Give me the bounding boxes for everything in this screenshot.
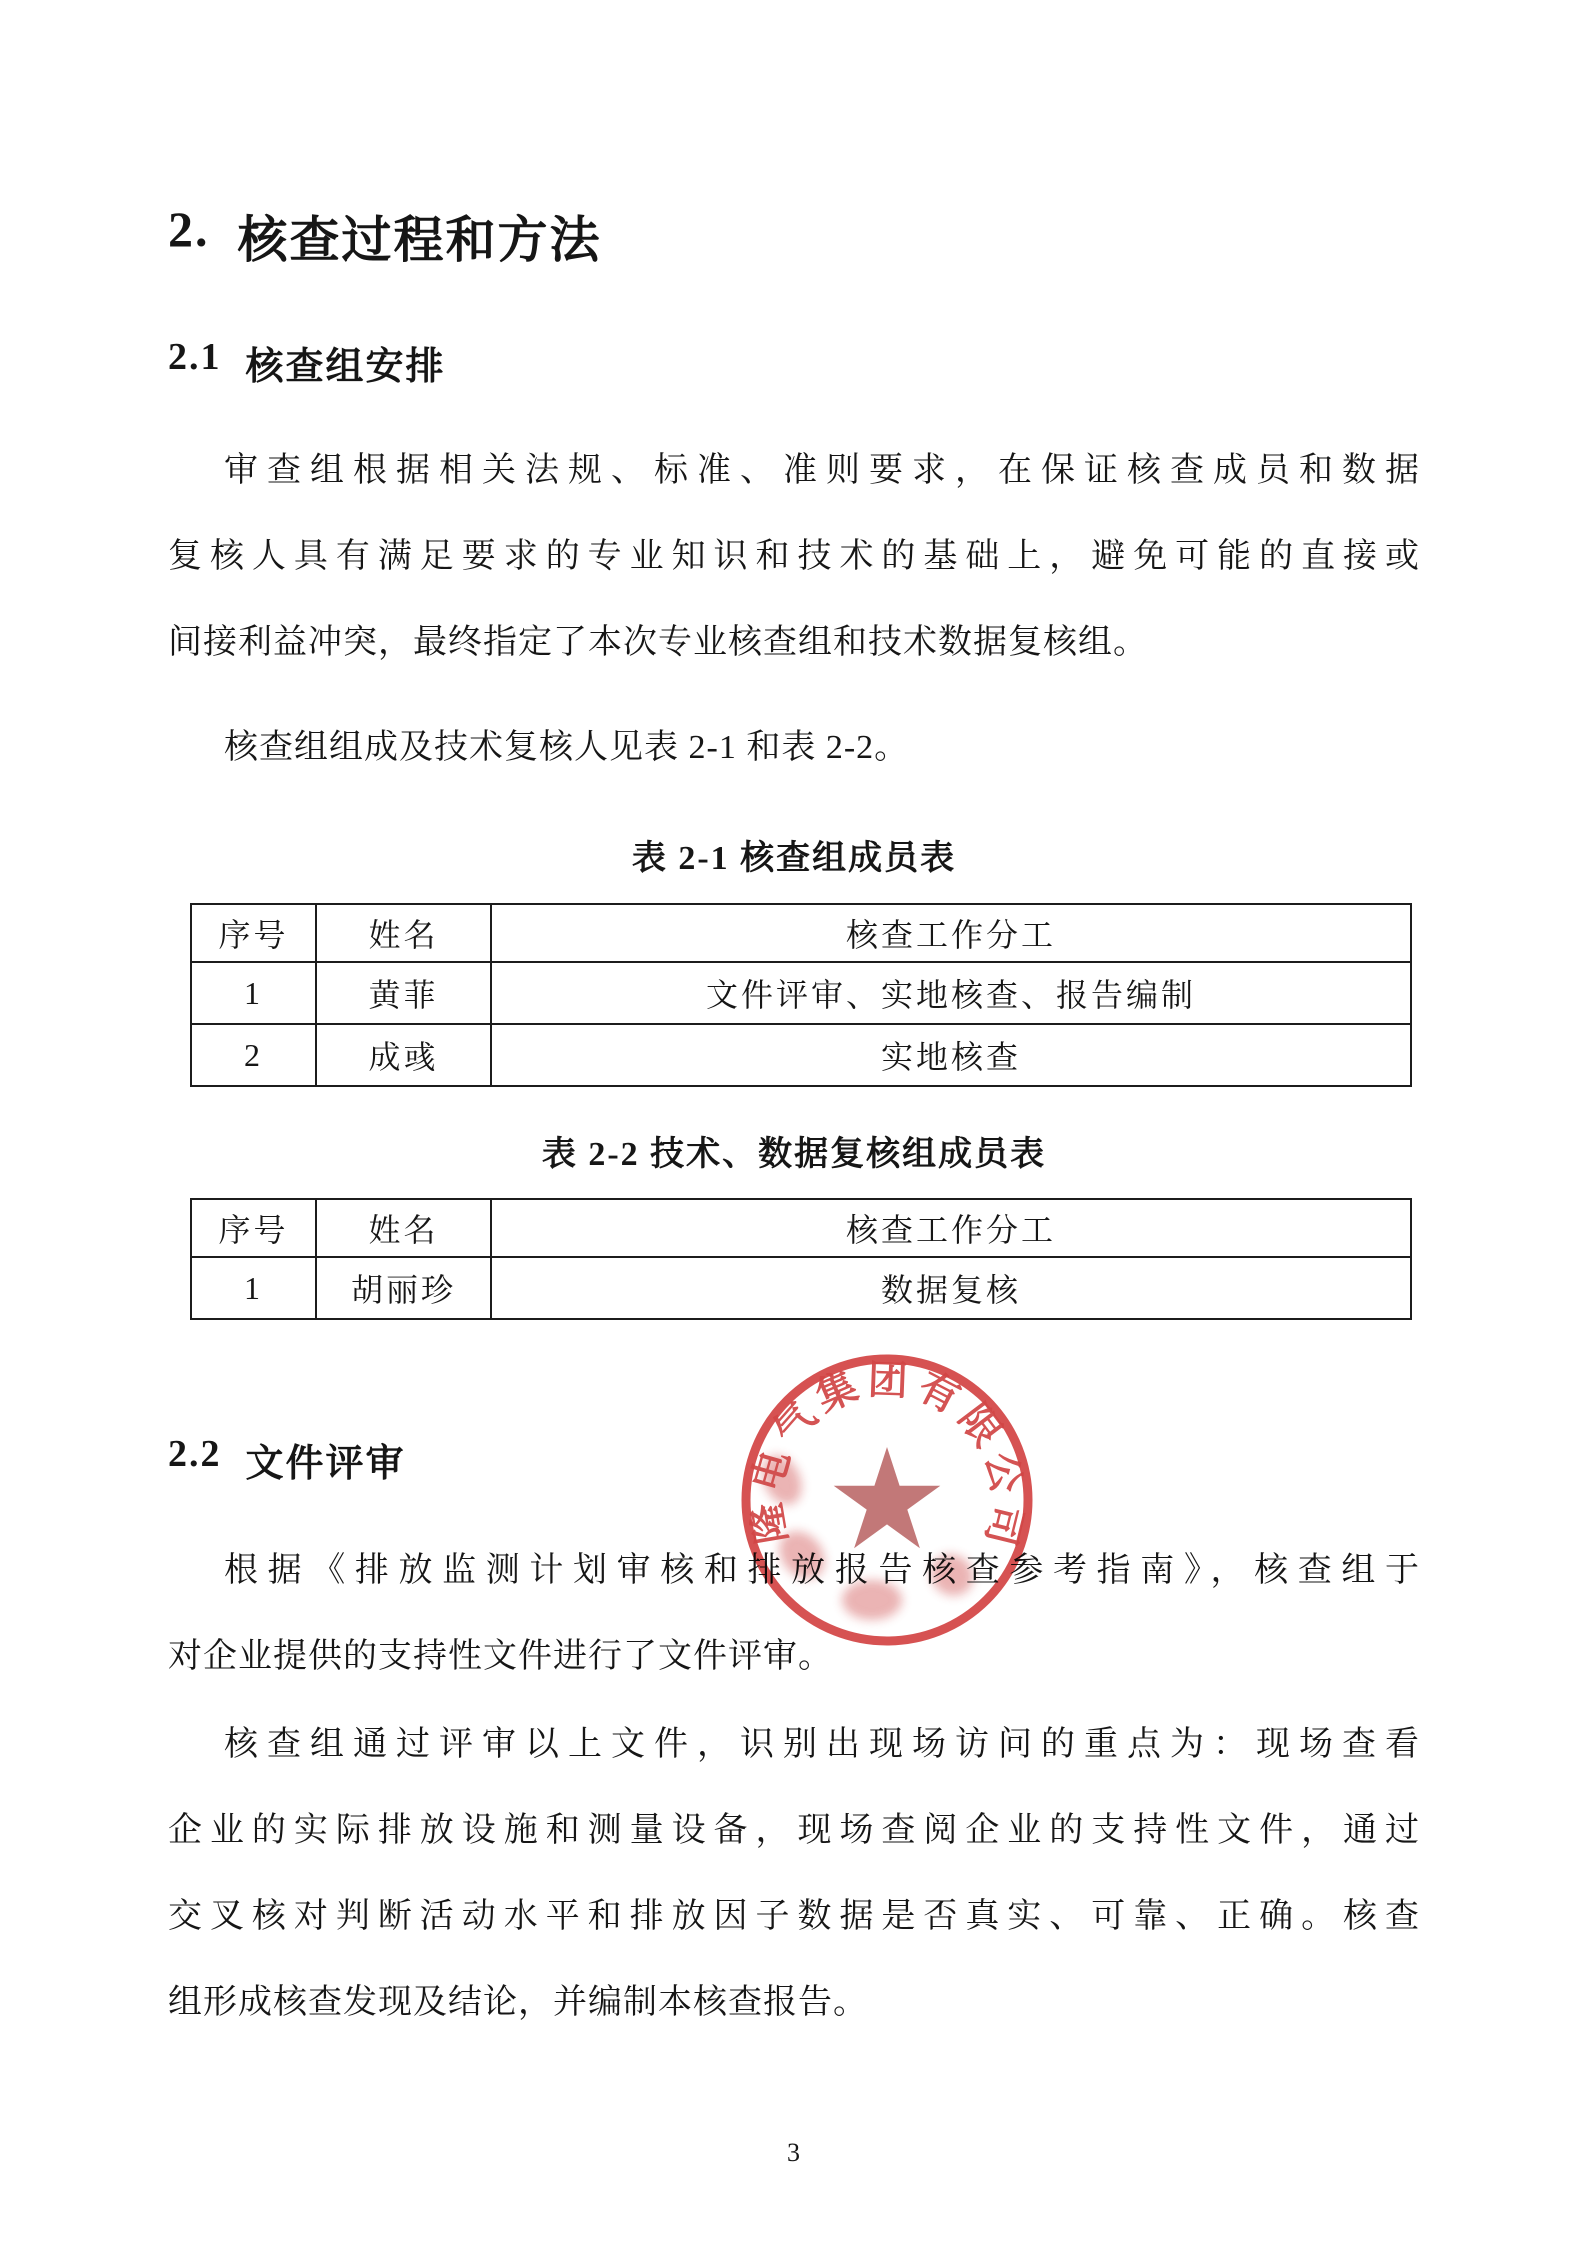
heading-text: 核查过程和方法	[237, 212, 602, 268]
cell-index: 2	[191, 1024, 316, 1086]
paragraph-line: 核查组组成及技术复核人见表 2-1 和表 2-2。	[224, 729, 910, 766]
paragraph-line: 审查组根据相关法规、标准、准则要求，在保证核查成员和数据	[224, 452, 1420, 489]
paragraph-line: 企业的实际排放设施和测量设备，现场查阅企业的支持性文件，通过	[168, 1812, 1420, 1849]
section-2-1-title	[168, 335, 1420, 390]
paragraph-line: 对企业提供的支持性文件进行了文件评审。	[168, 1638, 833, 1675]
page-number: 3	[787, 2138, 800, 2167]
paragraph-line: 交叉核对判断活动水平和排放因子数据是否真实、可靠、正确。核查	[168, 1898, 1420, 1935]
paragraph-line: 复核人具有满足要求的专业知识和技术的基础上，避免可能的直接或	[168, 538, 1420, 575]
cell-name: 胡丽珍	[316, 1257, 491, 1319]
cell-name: 黄菲	[316, 962, 491, 1024]
table-row	[191, 1257, 1411, 1319]
page-title	[168, 200, 1420, 272]
table-header-row	[191, 904, 1411, 962]
paragraph-line: 间接利益冲突，最终指定了本次专业核查组和技术数据复核组。	[168, 624, 1148, 661]
table-row	[191, 962, 1411, 1024]
table-row	[191, 1024, 1411, 1086]
column-header-index: 序号	[191, 904, 316, 962]
cell-duty: 文件评审、实地核查、报告编制	[491, 962, 1411, 1024]
paragraph-review-findings	[168, 1702, 1420, 2046]
paragraph-line: 核查组通过评审以上文件，识别出现场访问的重点为：现场查看	[224, 1726, 1420, 1763]
paragraph-team-arrangement	[168, 428, 1420, 686]
seal-company-name: 隆电气集团有限公司	[743, 1357, 1031, 1557]
paragraph-table-reference	[168, 705, 1420, 791]
cell-index: 1	[191, 962, 316, 1024]
table-2-1-caption: 表 2-1 核查组成员表	[631, 840, 957, 877]
cell-name: 成彧	[316, 1024, 491, 1086]
heading-number: 2.	[168, 201, 210, 257]
cell-duty: 数据复核	[491, 1257, 1411, 1319]
data-review-team-table	[190, 1198, 1412, 1320]
column-header-name: 姓名	[316, 904, 491, 962]
cell-index: 1	[191, 1257, 316, 1319]
paragraph-line: 组形成核查发现及结论，并编制本核查报告。	[168, 1984, 868, 2021]
paragraph-line: 根据《排放监测计划审核和排放报告核查参考指南》，核查组于	[224, 1552, 1420, 1589]
column-header-duty: 核查工作分工	[491, 904, 1411, 962]
cell-duty: 实地核查	[491, 1024, 1411, 1086]
table-header-row	[191, 1199, 1411, 1257]
table-2-2-caption: 表 2-2 技术、数据复核组成员表	[541, 1136, 1047, 1173]
section-2-2-text: 文件评审	[245, 1443, 406, 1485]
section-2-2-title	[168, 1432, 1420, 1487]
verification-team-table	[190, 903, 1412, 1087]
section-2-2-number: 2.2	[168, 1433, 222, 1475]
column-header-name: 姓名	[316, 1199, 491, 1257]
section-2-1-text: 核查组安排	[245, 346, 446, 388]
column-header-index: 序号	[191, 1199, 316, 1257]
section-2-1-number: 2.1	[168, 336, 222, 378]
column-header-duty: 核查工作分工	[491, 1199, 1411, 1257]
paragraph-document-review	[168, 1528, 1420, 1700]
